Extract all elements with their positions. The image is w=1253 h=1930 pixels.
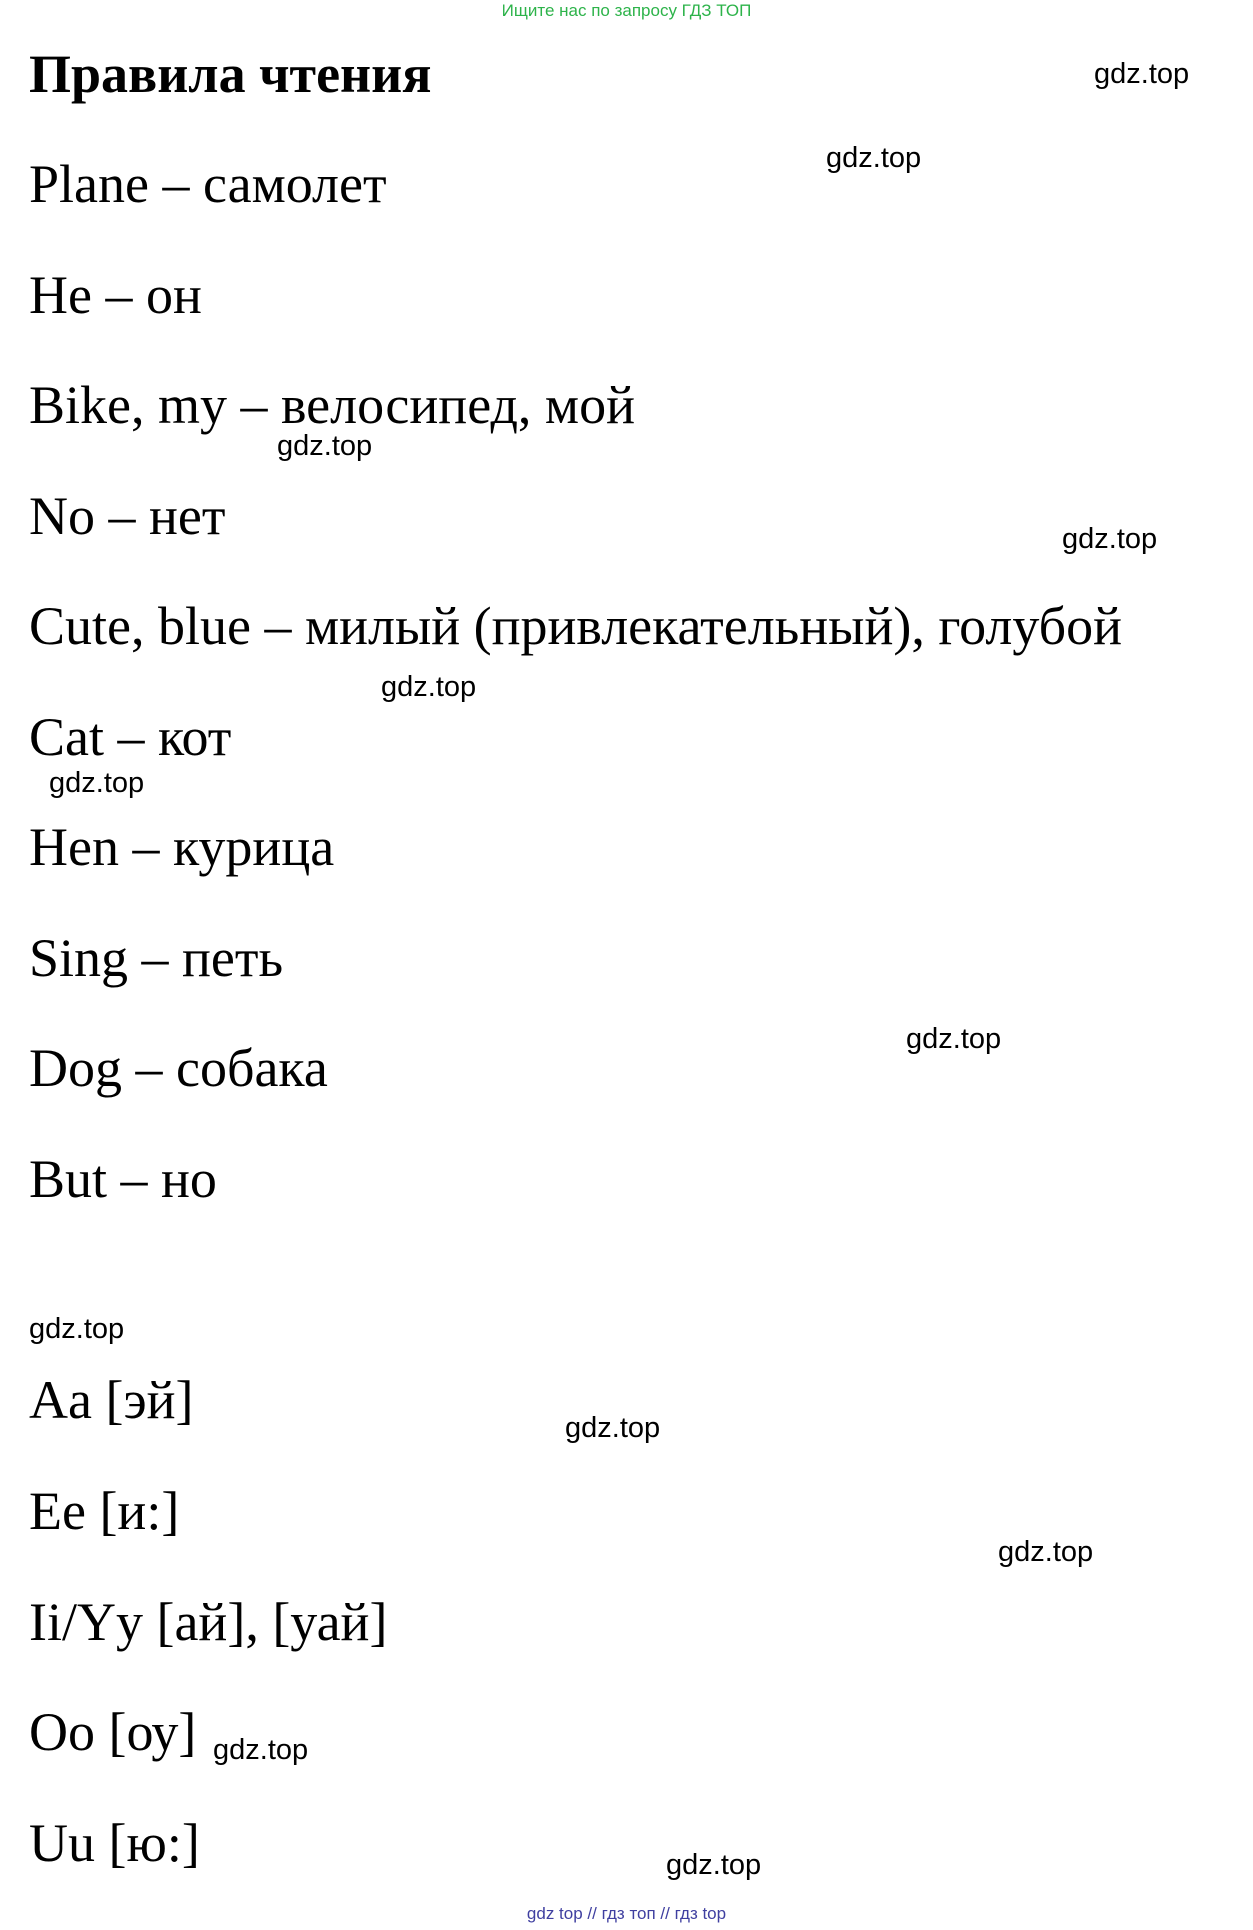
watermark: gdz.top [666, 1849, 762, 1881]
watermark: gdz.top [1094, 58, 1190, 90]
word-item: Hen – курица [29, 817, 335, 877]
word-item: Sing – петь [29, 928, 284, 988]
letter-item: Ii/Yy [ай], [уай] [29, 1592, 388, 1652]
word-item: He – он [29, 265, 202, 325]
word-item: But – но [29, 1149, 217, 1209]
watermark: gdz.top [29, 1313, 125, 1345]
watermark: gdz.top [826, 142, 922, 174]
word-item: Cat – кот [29, 707, 232, 767]
footer: gdz top // гдз топ // гдз top [526, 1904, 727, 1923]
word-item: Plane – самолет [29, 154, 387, 214]
page-title: Правила чтения [29, 44, 432, 104]
watermark: gdz.top [277, 430, 373, 462]
watermark: gdz.top [998, 1536, 1094, 1568]
watermark: gdz.top [565, 1412, 661, 1444]
word-item: Bike, my – велосипед, мой [29, 375, 635, 435]
word-item: No – нет [29, 486, 226, 546]
watermark: gdz.top [213, 1734, 309, 1766]
watermark: gdz.top [1062, 523, 1158, 555]
letter-item: Oo [оу] [29, 1702, 197, 1762]
watermark: gdz.top [906, 1023, 1002, 1055]
watermark: gdz.top [49, 767, 145, 799]
letter-item: Aa [эй] [29, 1370, 194, 1430]
word-item: Cute, blue – милый (привлекательный), голубой [29, 596, 1123, 656]
letter-item: Ee [и:] [29, 1481, 180, 1541]
top-banner: Ищите нас по запросу ГДЗ ТОП [501, 1, 752, 20]
watermark: gdz.top [381, 671, 477, 703]
letter-item: Uu [ю:] [29, 1813, 200, 1873]
word-item: Dog – собака [29, 1038, 328, 1098]
